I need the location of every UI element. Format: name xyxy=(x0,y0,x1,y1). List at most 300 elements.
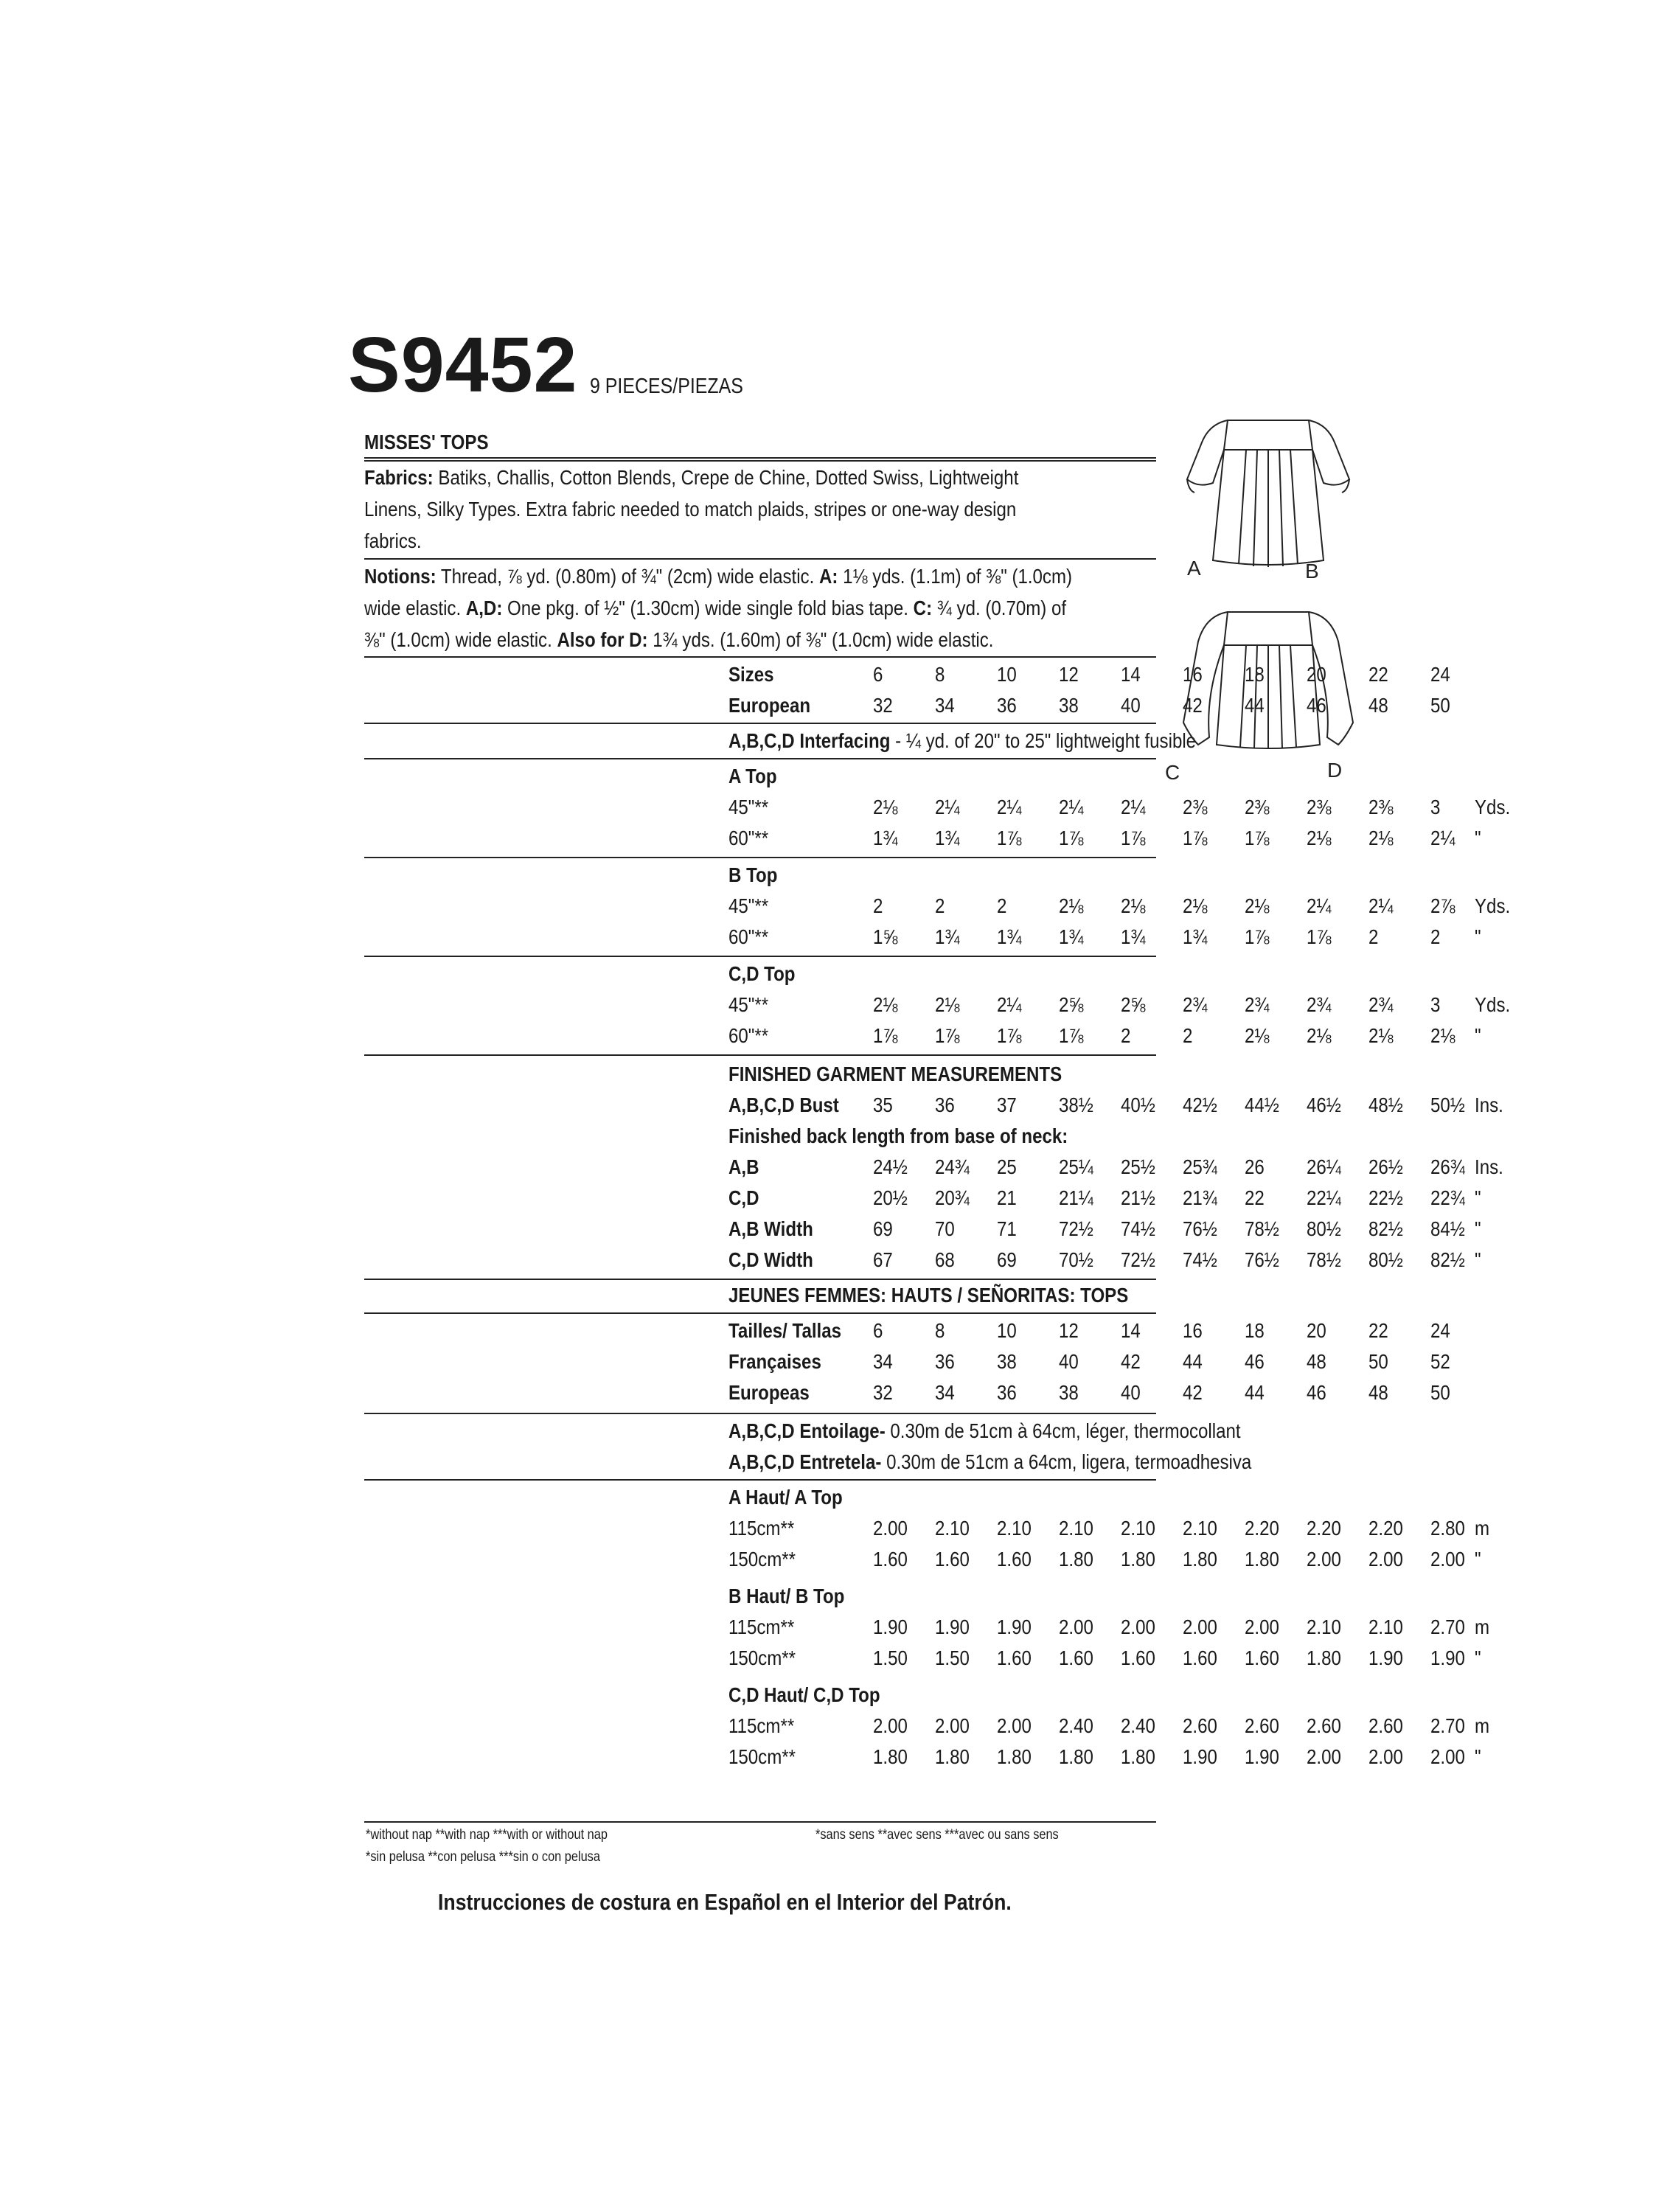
table-cell: 10 xyxy=(997,663,1017,686)
view-yardage-title: C,D Top xyxy=(728,962,796,985)
row-label: 60"** xyxy=(728,827,769,849)
table-cell: 2¼ xyxy=(997,993,1022,1016)
measurement-tables xyxy=(364,0,1511,2212)
table-cell: 1⅝ xyxy=(873,925,898,948)
table-cell: 2.20 xyxy=(1368,1517,1403,1540)
row-label: A,B xyxy=(728,1155,759,1178)
table-cell: 2⅜ xyxy=(1245,796,1270,818)
unit-label: Yds. xyxy=(1475,993,1511,1016)
unit-label: Ins. xyxy=(1475,1093,1503,1116)
entoilage-row: A,B,C,D Entoilage- 0.30m de 51cm à 64cm, léger, thermocollant xyxy=(728,1419,1241,1442)
table-cell: 1¾ xyxy=(1183,925,1208,948)
table-cell: 35 xyxy=(873,1093,893,1116)
table-cell: 2.00 xyxy=(1183,1615,1217,1638)
table-cell: 2¾ xyxy=(1245,993,1270,1016)
table-cell: 2.20 xyxy=(1307,1517,1341,1540)
row-label: Tailles/ Tallas xyxy=(728,1319,842,1342)
table-cell: 82½ xyxy=(1430,1248,1465,1271)
table-cell: 2¼ xyxy=(1059,796,1084,818)
table-cell: 2.00 xyxy=(1307,1745,1341,1768)
table-cell: 2.70 xyxy=(1430,1714,1465,1737)
table-cell: 50 xyxy=(1430,694,1450,717)
table-cell: 80½ xyxy=(1368,1248,1403,1271)
table-cell: 2¼ xyxy=(997,796,1022,818)
table-cell: 2⅛ xyxy=(1430,1024,1455,1047)
view-yardage-title: B Top xyxy=(728,863,778,886)
table-cell: 22 xyxy=(1368,663,1388,686)
table-cell: 2¾ xyxy=(1368,993,1394,1016)
table-cell: 1⅞ xyxy=(935,1024,960,1047)
unit-label: " xyxy=(1475,827,1481,849)
table-cell: 2.60 xyxy=(1368,1714,1403,1737)
table-cell: 78½ xyxy=(1245,1217,1279,1240)
table-cell: 14 xyxy=(1121,1319,1141,1342)
spanish-instructions-note: Instrucciones de costura en Español en el Interior del Patrón. xyxy=(438,1889,1012,1915)
table-cell: 25¾ xyxy=(1183,1155,1217,1178)
table-cell: 8 xyxy=(935,663,945,686)
table-cell: 22 xyxy=(1368,1319,1388,1342)
table-cell: 1.80 xyxy=(997,1745,1032,1768)
table-cell: 2.10 xyxy=(935,1517,970,1540)
table-cell: 2 xyxy=(873,894,883,917)
table-cell: 2 xyxy=(1183,1024,1193,1047)
table-cell: 42 xyxy=(1183,694,1203,717)
table-cell: 2.10 xyxy=(997,1517,1032,1540)
table-cell: 2 xyxy=(997,894,1007,917)
table-cell: 48 xyxy=(1368,1381,1388,1404)
yardage-row xyxy=(728,823,1520,854)
unit-label: " xyxy=(1475,925,1481,948)
table-cell: 22 xyxy=(1245,1186,1265,1209)
table-cell: 2.10 xyxy=(1183,1517,1217,1540)
table-cell: 36 xyxy=(997,694,1017,717)
table-cell: 80½ xyxy=(1307,1217,1341,1240)
table-cell: 38 xyxy=(1059,694,1079,717)
table-cell: 1.90 xyxy=(1183,1745,1217,1768)
table-cell: 1⅞ xyxy=(1307,925,1332,948)
row-label: 150cm** xyxy=(728,1548,796,1571)
table-cell: 69 xyxy=(997,1248,1017,1271)
table-cell: 2⅜ xyxy=(1183,796,1208,818)
table-cell: 12 xyxy=(1059,1319,1079,1342)
finished-measurements-title: FINISHED GARMENT MEASUREMENTS xyxy=(728,1062,1062,1085)
table-cell: 46 xyxy=(1245,1350,1265,1373)
unit-label: Yds. xyxy=(1475,894,1511,917)
table-cell: 50½ xyxy=(1430,1093,1465,1116)
table-cell: 1.60 xyxy=(1059,1646,1093,1669)
table-cell: 2 xyxy=(935,894,945,917)
table-cell: 20 xyxy=(1307,1319,1326,1342)
row-label: Sizes xyxy=(728,663,774,686)
view-label-c: C xyxy=(1165,761,1180,784)
divider xyxy=(364,956,1156,957)
table-cell: 1⅞ xyxy=(1059,827,1084,849)
table-cell: 36 xyxy=(935,1093,955,1116)
table-cell: 40 xyxy=(1121,1381,1141,1404)
table-cell: 16 xyxy=(1183,663,1203,686)
table-cell: 1⅞ xyxy=(873,1024,898,1047)
table-cell: 1¾ xyxy=(935,827,960,849)
table-cell: 24½ xyxy=(873,1155,908,1178)
table-cell: 1.80 xyxy=(1183,1548,1217,1571)
table-cell: 2⅝ xyxy=(1121,993,1146,1016)
table-cell: 71 xyxy=(997,1217,1017,1240)
table-cell: 38 xyxy=(997,1350,1017,1373)
table-cell: 2⅝ xyxy=(1059,993,1084,1016)
table-cell: 25 xyxy=(997,1155,1017,1178)
table-cell: 2 xyxy=(1430,925,1441,948)
view-a-b-illustration xyxy=(1187,420,1349,567)
table-cell: 78½ xyxy=(1307,1248,1341,1271)
unit-label: Yds. xyxy=(1475,796,1511,818)
table-cell: 1.60 xyxy=(1183,1646,1217,1669)
row-label: 115cm** xyxy=(728,1615,795,1638)
table-cell: 2.40 xyxy=(1059,1714,1093,1737)
metric-yardage-row xyxy=(728,1513,1520,1544)
table-cell: 2.10 xyxy=(1368,1615,1403,1638)
table-cell: 18 xyxy=(1245,1319,1265,1342)
table-cell: 22¼ xyxy=(1307,1186,1341,1209)
table-cell: 42 xyxy=(1183,1381,1203,1404)
table-cell: 46 xyxy=(1307,1381,1326,1404)
table-cell: 1⅞ xyxy=(1245,925,1270,948)
divider xyxy=(364,1821,1156,1823)
notions-text: Notions: Thread, ⅞ yd. (0.80m) of ¾" (2cm) wide elastic. A: 1⅛ yds. (1.1m) of ⅜" (1.0cm) wide elastic. A,D: One pkg. of ½" (1.30cm) wide single fold bias tape. C: ¾ yd. (0.70m) of ⅜" (1.0cm) wide elastic. Also for D: 1¾ yds. (1.60m) of ⅜" (1.0cm) wide elastic. xyxy=(364,565,1073,651)
table-cell: 2.00 xyxy=(1059,1615,1093,1638)
table-cell: 2.00 xyxy=(1121,1615,1155,1638)
metric-yardage-title: C,D Haut/ C,D Top xyxy=(728,1683,880,1706)
table-cell: 1.80 xyxy=(1059,1745,1093,1768)
table-cell: 32 xyxy=(873,694,893,717)
view-yardage-title: A Top xyxy=(728,765,777,787)
table-cell: 82½ xyxy=(1368,1217,1403,1240)
european-sizes-row xyxy=(728,690,1520,721)
table-cell: 1⅞ xyxy=(1245,827,1270,849)
table-cell: 76½ xyxy=(1183,1217,1217,1240)
table-cell: 21 xyxy=(997,1186,1017,1209)
yardage-row xyxy=(728,990,1520,1020)
table-cell: 1¾ xyxy=(997,925,1022,948)
metric-yardage-row xyxy=(728,1544,1520,1575)
unit-label: " xyxy=(1475,1745,1481,1768)
unit-label: " xyxy=(1475,1248,1481,1271)
table-cell: 2⅛ xyxy=(1368,827,1394,849)
finished-measurement-row xyxy=(728,1152,1520,1183)
table-cell: 44 xyxy=(1245,694,1265,717)
footnote-es: *sin pelusa **con pelusa ***sin o con pelusa xyxy=(366,1849,600,1865)
foreign-sizes-row xyxy=(728,1315,1520,1346)
table-cell: 1.80 xyxy=(1121,1548,1155,1571)
table-cell: 2¼ xyxy=(935,796,960,818)
table-cell: 2.00 xyxy=(873,1517,908,1540)
table-cell: 1.80 xyxy=(935,1745,970,1768)
table-cell: 68 xyxy=(935,1248,955,1271)
footnote-fr: *sans sens **avec sens ***avec ou sans sens xyxy=(815,1827,1059,1843)
table-cell: 1.90 xyxy=(1368,1646,1403,1669)
row-label: 150cm** xyxy=(728,1745,796,1768)
table-cell: 1¾ xyxy=(873,827,898,849)
row-label: European xyxy=(728,694,811,717)
table-cell: 10 xyxy=(997,1319,1017,1342)
row-label: Françaises xyxy=(728,1350,821,1373)
table-cell: 2.00 xyxy=(1307,1548,1341,1571)
table-cell: 34 xyxy=(935,694,955,717)
table-cell: 2⅛ xyxy=(1121,894,1146,917)
table-cell: 14 xyxy=(1121,663,1141,686)
table-cell: 72½ xyxy=(1059,1217,1093,1240)
row-label: A,B,C,D Bust xyxy=(728,1093,839,1116)
row-label: 115cm** xyxy=(728,1714,795,1737)
table-cell: 2⅛ xyxy=(1307,1024,1332,1047)
unit-label: " xyxy=(1475,1024,1481,1047)
sizes-row xyxy=(728,659,1520,690)
table-cell: 74½ xyxy=(1121,1217,1155,1240)
table-cell: 2.40 xyxy=(1121,1714,1155,1737)
table-cell: 72½ xyxy=(1121,1248,1155,1271)
table-cell: 2⅛ xyxy=(873,796,898,818)
table-cell: 2 xyxy=(1121,1024,1131,1047)
table-cell: 48½ xyxy=(1368,1093,1403,1116)
table-cell: 24 xyxy=(1430,663,1450,686)
table-cell: 44 xyxy=(1245,1381,1265,1404)
table-cell: 20 xyxy=(1307,663,1326,686)
table-cell: 2⅜ xyxy=(1368,796,1394,818)
table-cell: 38 xyxy=(1059,1381,1079,1404)
table-cell: 2¾ xyxy=(1183,993,1208,1016)
table-cell: 40 xyxy=(1059,1350,1079,1373)
table-cell: 48 xyxy=(1307,1350,1326,1373)
table-cell: 18 xyxy=(1245,663,1265,686)
table-cell: 50 xyxy=(1368,1350,1388,1373)
divider xyxy=(364,1479,1156,1481)
table-cell: 74½ xyxy=(1183,1248,1217,1271)
table-cell: 2¼ xyxy=(1307,894,1332,917)
metric-yardage-row xyxy=(728,1711,1520,1742)
finished-measurement-row xyxy=(728,1214,1520,1245)
section-title: MISSES' TOPS xyxy=(364,431,489,453)
table-cell: 1.60 xyxy=(1245,1646,1279,1669)
table-cell: 21¾ xyxy=(1183,1186,1217,1209)
table-cell: 25¼ xyxy=(1059,1155,1093,1178)
table-cell: 1.60 xyxy=(1121,1646,1155,1669)
unit-label: " xyxy=(1475,1646,1481,1669)
table-cell: 44 xyxy=(1183,1350,1203,1373)
table-cell: 2 xyxy=(1368,925,1379,948)
table-cell: 2.00 xyxy=(935,1714,970,1737)
table-cell: 70 xyxy=(935,1217,955,1240)
foreign-sizes-row xyxy=(728,1377,1520,1408)
table-cell: 34 xyxy=(935,1381,955,1404)
table-cell: 2.00 xyxy=(997,1714,1032,1737)
unit-label: " xyxy=(1475,1548,1481,1571)
table-cell: 34 xyxy=(873,1350,893,1373)
table-cell: 1¾ xyxy=(1121,925,1146,948)
table-cell: 22½ xyxy=(1368,1186,1403,1209)
table-cell: 1.90 xyxy=(935,1615,970,1638)
view-label-b: B xyxy=(1305,560,1319,582)
table-cell: 1.60 xyxy=(997,1548,1032,1571)
table-cell: 26¾ xyxy=(1430,1155,1465,1178)
divider xyxy=(364,1054,1156,1056)
table-cell: 1¾ xyxy=(1059,925,1084,948)
entretela-row: A,B,C,D Entretela- 0.30m de 51cm a 64cm, ligera, termoadhesiva xyxy=(728,1450,1252,1473)
table-cell: 32 xyxy=(873,1381,893,1404)
table-cell: 24¾ xyxy=(935,1155,970,1178)
unit-label: Ins. xyxy=(1475,1155,1503,1178)
table-cell: 24 xyxy=(1430,1319,1450,1342)
table-cell: 1.60 xyxy=(997,1646,1032,1669)
table-cell: 2.10 xyxy=(1121,1517,1155,1540)
row-label: 60"** xyxy=(728,1024,769,1047)
table-cell: 1.80 xyxy=(1059,1548,1093,1571)
footnote-en: *without nap **with nap ***with or without nap xyxy=(366,1827,608,1843)
yardage-row xyxy=(728,792,1520,823)
table-cell: 2⅛ xyxy=(1059,894,1084,917)
foreign-section-title: JEUNES FEMMES: HAUTS / SEÑORITAS: TOPS xyxy=(728,1284,1129,1307)
table-cell: 2.60 xyxy=(1307,1714,1341,1737)
table-cell: 16 xyxy=(1183,1319,1203,1342)
table-cell: 44½ xyxy=(1245,1093,1279,1116)
metric-yardage-title: A Haut/ A Top xyxy=(728,1486,843,1509)
divider xyxy=(364,758,1156,759)
table-cell: 2⅛ xyxy=(1245,1024,1270,1047)
table-cell: 2.00 xyxy=(1368,1548,1403,1571)
table-cell: 46½ xyxy=(1307,1093,1341,1116)
table-cell: 2.60 xyxy=(1183,1714,1217,1737)
garment-sketches xyxy=(1158,398,1379,796)
table-cell: 1.60 xyxy=(935,1548,970,1571)
row-label: C,D xyxy=(728,1186,759,1209)
divider xyxy=(364,857,1156,858)
table-cell: 42½ xyxy=(1183,1093,1217,1116)
metric-yardage-title: B Haut/ B Top xyxy=(728,1585,845,1607)
unit-label: m xyxy=(1475,1517,1490,1540)
table-cell: 40 xyxy=(1121,694,1141,717)
table-cell: 2.00 xyxy=(1430,1745,1465,1768)
unit-label: " xyxy=(1475,1217,1481,1240)
metric-yardage-row xyxy=(728,1742,1520,1773)
table-cell: 12 xyxy=(1059,663,1079,686)
view-c-d-illustration xyxy=(1183,612,1353,749)
table-cell: 70½ xyxy=(1059,1248,1093,1271)
table-cell: 6 xyxy=(873,1319,883,1342)
table-cell: 1.80 xyxy=(1121,1745,1155,1768)
table-cell: 2.80 xyxy=(1430,1517,1465,1540)
row-label: Europeas xyxy=(728,1381,810,1404)
table-cell: 1.50 xyxy=(935,1646,970,1669)
row-label: 60"** xyxy=(728,925,769,948)
table-cell: 2.00 xyxy=(873,1714,908,1737)
unit-label: m xyxy=(1475,1714,1490,1737)
table-cell: 25½ xyxy=(1121,1155,1155,1178)
table-cell: 6 xyxy=(873,663,883,686)
table-cell: 1.90 xyxy=(1245,1745,1279,1768)
table-cell: 2⅛ xyxy=(1307,827,1332,849)
table-cell: 1⅞ xyxy=(997,827,1022,849)
yardage-row xyxy=(728,1020,1520,1051)
table-cell: 76½ xyxy=(1245,1248,1279,1271)
metric-yardage-row xyxy=(728,1612,1520,1643)
divider xyxy=(364,1413,1156,1414)
table-cell: 1.90 xyxy=(873,1615,908,1638)
table-cell: 2⅛ xyxy=(1245,894,1270,917)
table-cell: 20¾ xyxy=(935,1186,970,1209)
table-cell: 1⅞ xyxy=(1059,1024,1084,1047)
table-cell: 38½ xyxy=(1059,1093,1093,1116)
row-label: 45"** xyxy=(728,894,769,917)
table-cell: 2.00 xyxy=(1368,1745,1403,1768)
table-cell: 2⅛ xyxy=(935,993,960,1016)
table-cell: 2¾ xyxy=(1307,993,1332,1016)
table-cell: 2⅞ xyxy=(1430,894,1455,917)
table-cell: 37 xyxy=(997,1093,1017,1116)
table-cell: 2⅛ xyxy=(1183,894,1208,917)
row-label: A,B Width xyxy=(728,1217,813,1240)
table-cell: 8 xyxy=(935,1319,945,1342)
table-cell: 40½ xyxy=(1121,1093,1155,1116)
table-cell: 2⅛ xyxy=(873,993,898,1016)
row-label: 45"** xyxy=(728,796,769,818)
interfacing-row: A,B,C,D Interfacing - ¼ yd. of 20" to 25" lightweight fusible xyxy=(728,729,1197,752)
table-cell: 2⅛ xyxy=(1368,1024,1394,1047)
table-cell: 26¼ xyxy=(1307,1155,1341,1178)
table-cell: 1⅞ xyxy=(1183,827,1208,849)
table-cell: 1⅞ xyxy=(997,1024,1022,1047)
row-label: 150cm** xyxy=(728,1646,796,1669)
table-cell: 1¾ xyxy=(935,925,960,948)
foreign-sizes-row xyxy=(728,1346,1520,1377)
divider xyxy=(364,1312,1156,1314)
table-cell: 67 xyxy=(873,1248,893,1271)
table-cell: 2.00 xyxy=(1245,1615,1279,1638)
table-cell: 69 xyxy=(873,1217,893,1240)
piece-count: 9 PIECES/PIEZAS xyxy=(590,375,743,398)
table-cell: 36 xyxy=(935,1350,955,1373)
bust-row xyxy=(728,1090,1520,1121)
row-label: 115cm** xyxy=(728,1517,795,1540)
table-cell: 1.60 xyxy=(873,1548,908,1571)
table-cell: 20½ xyxy=(873,1186,908,1209)
table-cell: 2¼ xyxy=(1430,827,1455,849)
row-label: C,D Width xyxy=(728,1248,813,1271)
yardage-row xyxy=(728,922,1520,953)
table-cell: 1.80 xyxy=(1245,1548,1279,1571)
table-cell: 1.80 xyxy=(1307,1646,1341,1669)
table-cell: 48 xyxy=(1368,694,1388,717)
row-label: 45"** xyxy=(728,993,769,1016)
finished-measurement-row xyxy=(728,1245,1520,1276)
table-cell: 52 xyxy=(1430,1350,1450,1373)
table-cell: 26 xyxy=(1245,1155,1265,1178)
finished-measurement-row xyxy=(728,1183,1520,1214)
table-cell: 22¾ xyxy=(1430,1186,1465,1209)
table-cell: 3 xyxy=(1430,796,1441,818)
table-cell: 2.00 xyxy=(1430,1548,1465,1571)
metric-yardage-row xyxy=(728,1643,1520,1674)
back-length-title: Finished back length from base of neck: xyxy=(728,1124,1068,1147)
table-cell: 2.60 xyxy=(1245,1714,1279,1737)
table-cell: 1.90 xyxy=(997,1615,1032,1638)
table-cell: 46 xyxy=(1307,694,1326,717)
table-cell: 42 xyxy=(1121,1350,1141,1373)
divider xyxy=(364,723,1156,724)
table-cell: 84½ xyxy=(1430,1217,1465,1240)
view-label-d: D xyxy=(1327,759,1343,782)
table-cell: 21¼ xyxy=(1059,1186,1093,1209)
fabrics-text: Fabrics: Batiks, Challis, Cotton Blends, Crepe de Chine, Dotted Swiss, Lightweight Linens, Silky Types. Extra fabric needed to match plaids, stripes or one-way design fabrics. xyxy=(364,466,1019,552)
table-cell: 2¼ xyxy=(1368,894,1394,917)
view-label-a: A xyxy=(1187,557,1201,580)
